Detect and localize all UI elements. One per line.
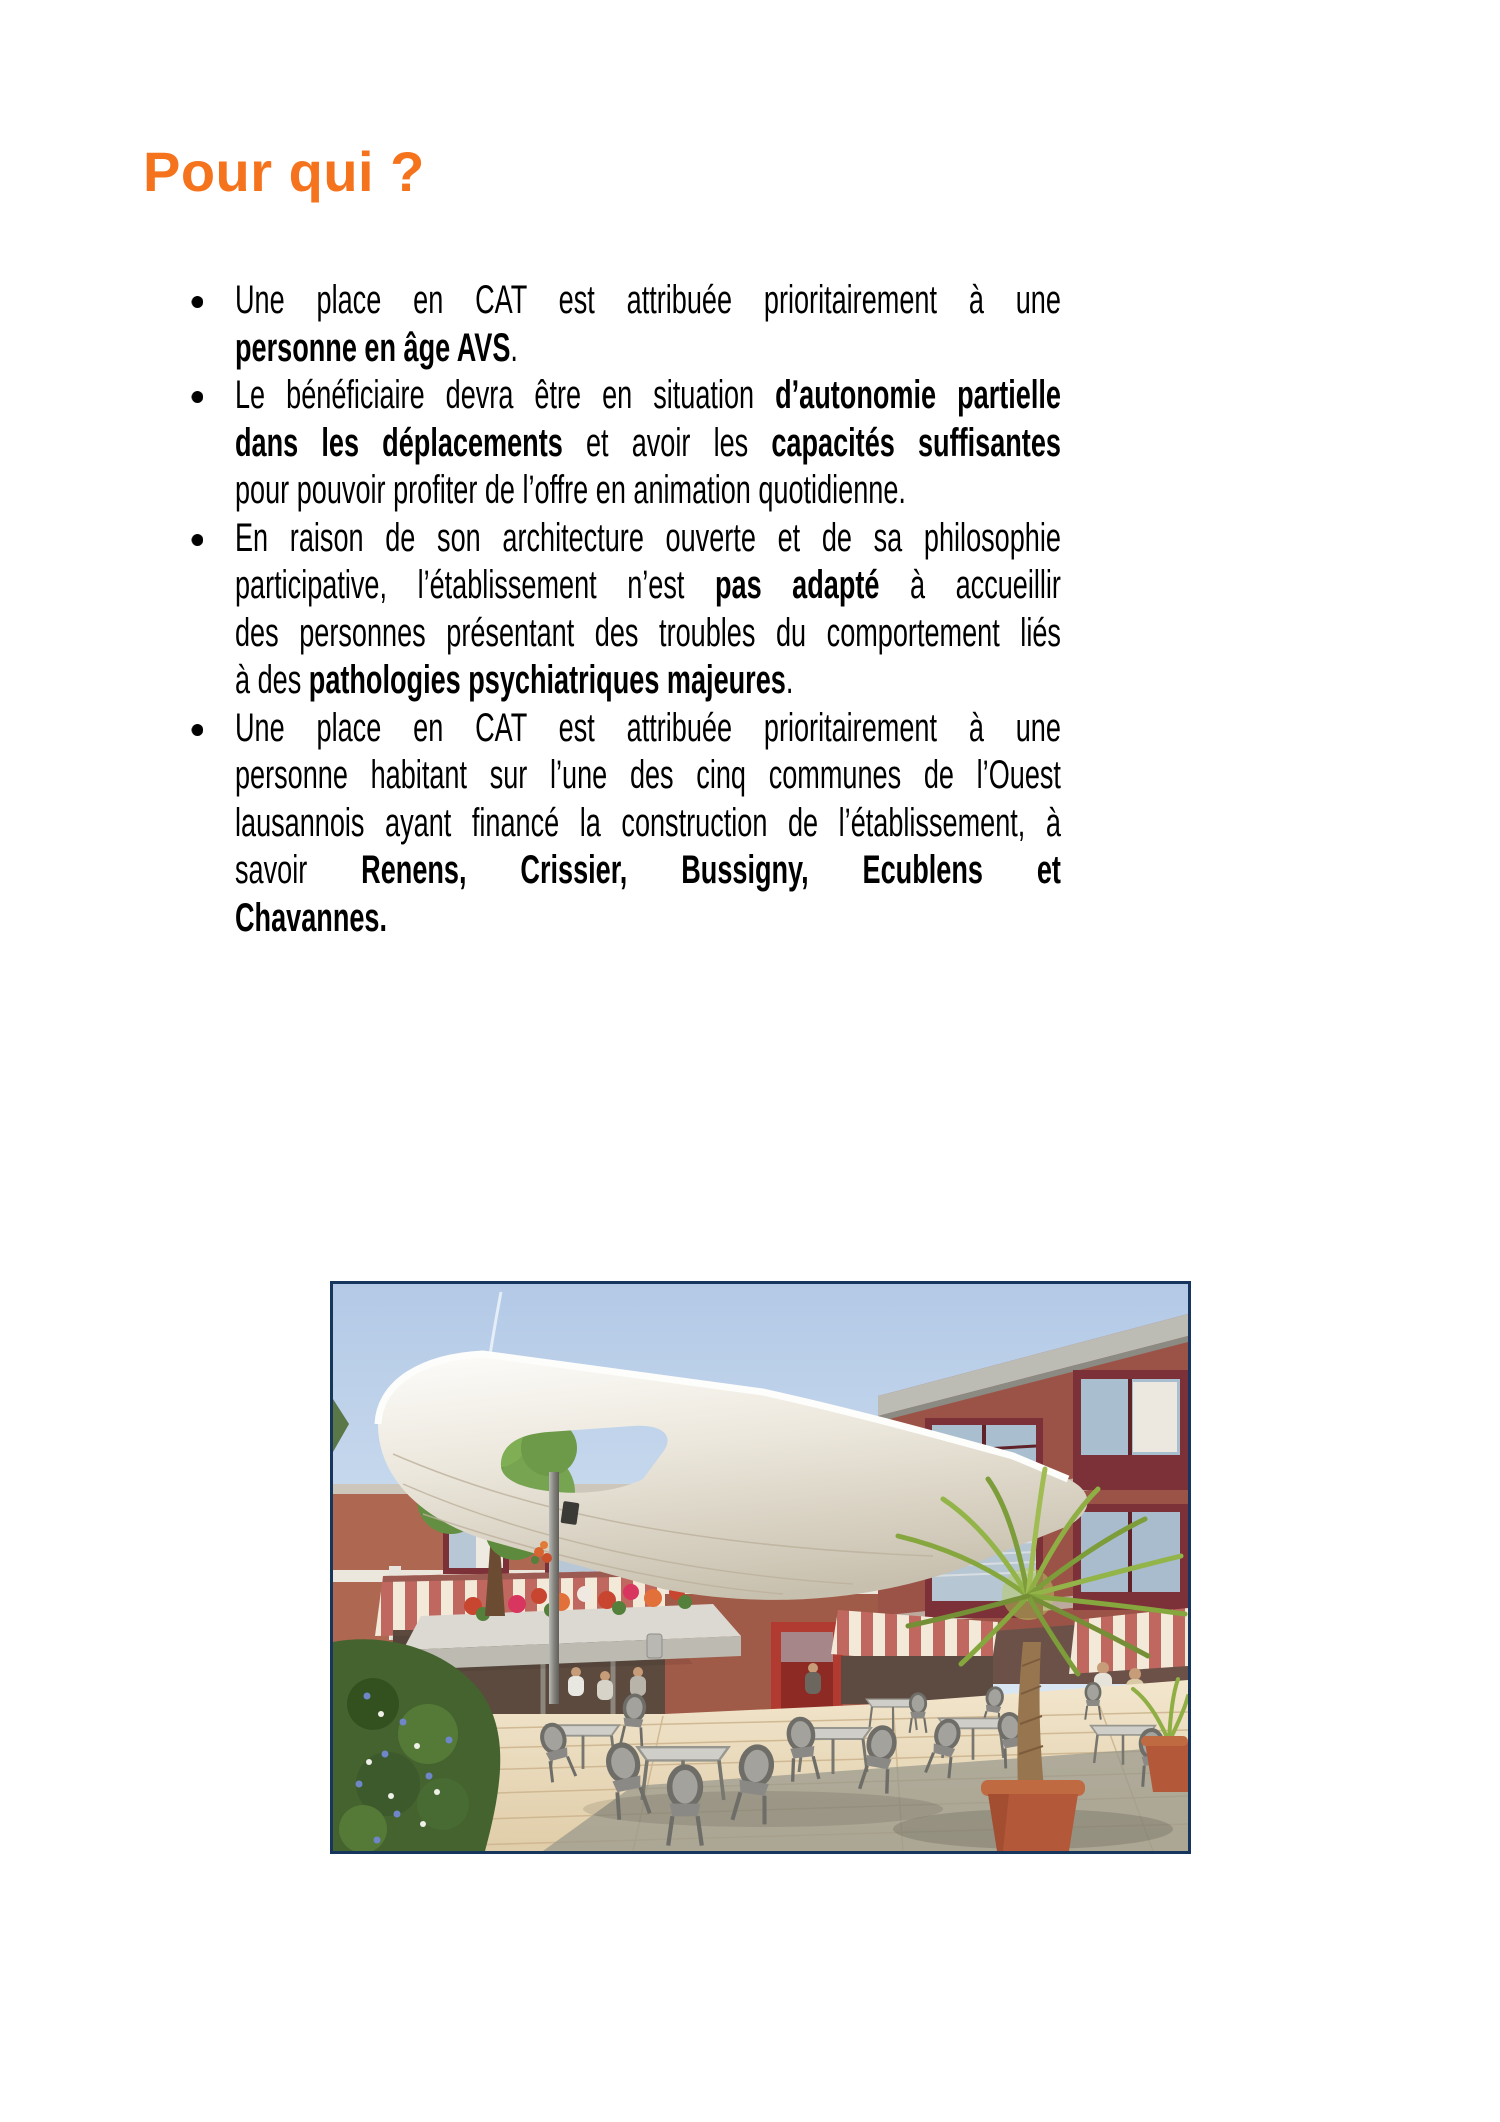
bullet-line: Une place en CAT est attribuée prioritairement à une bbox=[235, 705, 1061, 750]
steel-bin bbox=[647, 1634, 662, 1658]
bullet-line: En raison de son architecture ouverte et de sa philosophie bbox=[235, 515, 1061, 560]
bullet-list bbox=[235, 277, 1061, 942]
speaker bbox=[561, 1501, 580, 1525]
bullet-item-1 bbox=[235, 277, 1061, 372]
bullet-item-2 bbox=[235, 372, 1061, 515]
bullet-line: pour pouvoir profiter de l’offre en animation quotidienne. bbox=[235, 468, 906, 512]
courtyard-photo-illustration bbox=[333, 1284, 1188, 1851]
bullet-line: participative, l’établissement n’est pas adapté à accueillir bbox=[235, 563, 1061, 607]
bullet-line: personne habitant sur l’une des cinq communes de l’Ouest bbox=[235, 753, 1061, 797]
bullet-line: dans les déplacements et avoir les capacités suffisantes bbox=[235, 420, 1061, 465]
bullet-line: Une place en CAT est attribuée prioritairement à une bbox=[235, 278, 1061, 322]
bullet-line: Chavannes. bbox=[235, 895, 388, 940]
bullet-line: lausannois ayant financé la construction de l’établissement, à bbox=[235, 800, 1061, 845]
bullet-line: à des pathologies psychiatriques majeures. bbox=[235, 658, 794, 702]
pot-rim bbox=[981, 1780, 1085, 1796]
bullet-item-4 bbox=[235, 705, 1061, 943]
bullet-line: savoir Renens, Crissier, Bussigny, Ecublens et bbox=[235, 848, 1061, 892]
courtyard-photo bbox=[330, 1281, 1191, 1854]
bullet-item-3 bbox=[235, 515, 1061, 705]
bullet-line: personne en âge AVS. bbox=[235, 325, 518, 370]
bullet-line: des personnes présentant des troubles du comportement liés bbox=[235, 610, 1061, 655]
canopy-support-pole bbox=[549, 1472, 559, 1704]
page-title: Pour qui ? bbox=[143, 140, 425, 203]
bullet-line: Le bénéficiaire devra être en situation d’autonomie partielle bbox=[235, 373, 1061, 417]
